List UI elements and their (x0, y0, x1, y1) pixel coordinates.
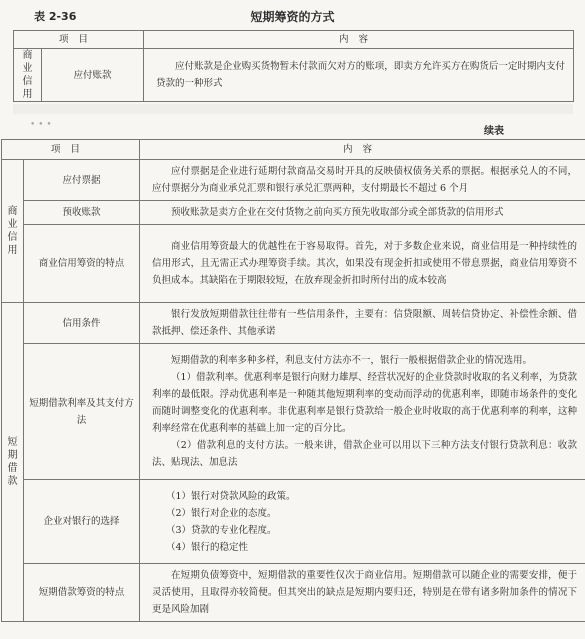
content-cell: 银行发放短期借款往往带有一些信用条件，主要有：信贷限额、周转信贷协定、补偿性余额、借款抵押、偿还条件、其他承诺 (140, 303, 585, 344)
continued-label: 续表 (484, 126, 504, 137)
item-cell: 短期借款利率及其支付方法 (24, 344, 140, 480)
faint-mark: • • • (30, 120, 52, 130)
item-cell: 商业信用筹资的特点 (24, 225, 140, 303)
category-cell: 商业信用 (14, 49, 42, 102)
content-cell: 预收账款是卖方企业在交付货物之前向买方预先收取部分或全部货款的信用形式 (140, 201, 585, 225)
item-cell: 应付票据 (24, 160, 140, 201)
item-cell: 应付账款 (42, 49, 144, 102)
faint-rule (13, 104, 573, 114)
list-item: （1）银行对贷款风险的政策。 (166, 490, 296, 502)
content-cell: 应付账款是企业购买货物暂未付款而欠对方的账项，即卖方允许买方在购货后一定时期内支付贷款的一种形式 (144, 49, 574, 102)
table-header-row (2, 140, 585, 160)
content-cell (140, 480, 585, 564)
continued-row (0, 118, 585, 138)
column-header-item: 项目 (14, 31, 144, 49)
content-cell: 应付票据是企业进行延期付款商品交易时开具的反映债权债务关系的票据。根据承兑人的不同，应付票据分为商业承兑汇票和银行承兑汇票两种，支付期最长不超过 6 个月 (140, 160, 585, 201)
item-cell: 预收账款 (24, 201, 140, 225)
table-row (2, 160, 585, 201)
column-header-item: 项目 (2, 140, 140, 160)
table-row (14, 49, 574, 102)
table-row (2, 225, 585, 303)
content-cell: 短期借款的利率多种多样，利息支付方法亦不一，银行一般根据借款企业的情况选用。 （1）借款利率。优惠利率是银行向财力雄厚、经营状况好的企业贷款时收取的名义利率，为贷款利率的最低限。浮动优惠利率是一种随其他短期利率的变动而浮动的优惠利率，即随市场条件的变化而随时调整变化的优惠利率。非优惠利率是银行贷款给一般企业时收取的高于优惠利率的利率，这种利率经常在优惠利率的基础上加一定的百分比。 （2）借款利息的支付方法。一般来讲，借款企业可以用以下三种方法支付银行贷款利息：收款法、贴现法、加息法 (140, 344, 585, 480)
list-item: （3）贷款的专业化程度。 (166, 524, 277, 536)
table-row (2, 201, 585, 225)
table-header-row (14, 31, 574, 49)
table-row (2, 480, 585, 564)
content-cell: 在短期负债筹资中，短期借款的重要性仅次于商业信用。短期借款可以随企业的需要安排，便于灵活使用，且取得亦较简便。但其突出的缺点是短期内要归还，特别是在带有诸多附加条件的情况下更是风险加剧 (140, 564, 585, 622)
list-item: （2）银行对企业的态度。 (166, 507, 277, 519)
table-row (2, 564, 585, 622)
column-header-content: 内容 (140, 140, 585, 160)
item-cell: 企业对银行的选择 (24, 480, 140, 564)
table-part-1 (13, 30, 574, 102)
table-title: 短期筹资的方式 (250, 10, 335, 24)
list-item: （4）银行的稳定性 (166, 541, 249, 553)
table-number: 表 2-36 (34, 10, 77, 23)
table-part-2 (1, 139, 585, 622)
content-cell: 商业信用筹资最大的优越性在于容易取得。首先，对于多数企业来说，商业信用是一种持续性的信用形式，且无需正式办理筹资手续。其次，如果没有现金折扣或使用不带息票据，商业信用筹资不负担成本。其缺陷在于期限较短，在放弃现金折扣时所付出的成本较高 (140, 225, 585, 303)
category-cell: 商业信用 (2, 160, 24, 303)
category-cell: 短期借款 (2, 303, 24, 622)
table-caption (0, 8, 585, 24)
column-header-content: 内容 (144, 31, 574, 49)
table-row (2, 344, 585, 480)
item-cell: 信用条件 (24, 303, 140, 344)
table-row (2, 303, 585, 344)
item-cell: 短期借款筹资的特点 (24, 564, 140, 622)
